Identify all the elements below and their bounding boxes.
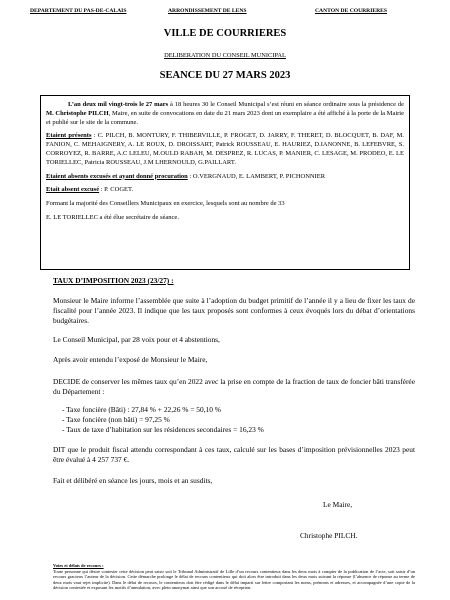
paragraph-decide: DECIDE de conserver les mêmes taux qu’en 2022 avec la prise en compte de la fraction de taux de foncier bâti transférée du Département : — [53, 377, 415, 396]
president-name: M. Christophe PILCH — [46, 109, 109, 117]
paragraph-product: DIT que le produit fiscal attendu correspondant à ces taux, calculé sur les bases d’imposition prévisionnelles 2023 peut être évalué à 4 257 737 €. — [53, 445, 415, 464]
absent-paragraph — [46, 186, 404, 195]
session-date: SEANCE DU 27 MARS 2023 — [159, 70, 291, 81]
rate-list — [62, 405, 402, 435]
paragraph-expose: Après avoir entendu l’exposé de Monsieur le Maire, — [53, 355, 208, 364]
document-subtitle: DELIBERATION DU CONSEIL MUNICIPAL — [164, 52, 286, 59]
intro-text-1: à 18 heures 30 le Conseil Municipal s’est réuni en séance ordinaire sous la présidence de — [168, 101, 405, 108]
present-list: : C. PILCH, B. MONTURY, F. THIBERVILLE, P. FROGET, D. JARRY, F. THERET, D. BLOCQUET, B. DAF, M. FANION, C. MEHAIGNERY, A. LE ROUX, D. DROISSART, Patrick ROUSSEAU, E. HAURIEZ, D.IANONNE, B. LEFEBVRE, S. CORROYEZ, R. BARRE, A.C LELEU, M.OULD RABAH, M. DESPREZ, R. LUCAS, P. MANIER, C. LESAGE, M. PRODEO, E. LE TORIELLEC, Patricia ROUSSEAU, J.M LHERNOULD, G.PAILLART. — [46, 132, 404, 166]
rate-item-non-bati: - Taxe foncière (non bâti) = 97,25 % — [62, 415, 170, 424]
rate-item-habitation: - Taux de taxe d’habitation sur les résidences secondaires = 16,23 % — [62, 425, 264, 434]
attendance-box — [40, 95, 410, 270]
rate-item-bati: - Taxe foncière (Bâti) : 27,84 % + 22,26 % = 50,10 % — [62, 405, 221, 414]
majority-text: Formant la majorité des Conseillers Municipaux en exercice, lesquels sont au nombre de 33 — [46, 200, 285, 208]
section-title: TAUX D’IMPOSITION 2023 (23/27) : — [53, 276, 174, 285]
signature-name: Christophe PILCH. — [300, 531, 358, 540]
intro-lead: L’an deux mil vingt-trois le 27 mars — [68, 101, 169, 108]
proxy-list: : O.VERGNAUD, E. LAMBERT, P. PICHONNIER — [187, 172, 326, 180]
appeal-heading: Voies et délais de recours : — [53, 563, 104, 568]
document-title: VILLE DE COURRIERES — [163, 28, 287, 39]
appeal-notice — [53, 563, 415, 591]
appeal-text: Toute personne qui désire contester cette décision peut saisir soit le Tribunal Administratif de Lille d’un recours contentieux dans les deux mois à compter de la publication de l’acte, soit saisir d’un recours gracieux l’auteur de la décision. Cette démarche prolonge le délai de recours contentieux qui doit alors être introduit dans les deux mois suivant la réponse (l’absence de réponse au terme de deux mois vaut rejet implicite). Dans le délai de recours, le contentieux doit être rédigé dans le délai imparti sur lettre comportant les noms, prénoms et adresses, et accompagnée d’une copie de la décision contestée et exposant les motifs d’annulation, avec plein anonymat ainsi que son accusé de réception. — [53, 568, 415, 591]
proxy-label: Etaient absents excusés et ayant donné procuration — [46, 172, 188, 180]
paragraph-vote: Le Conseil Municipal, par 28 voix pour et 4 abstentions, — [53, 335, 220, 344]
proxy-paragraph — [46, 173, 404, 182]
header-department: DEPARTEMENT DU PAS-DE-CALAIS — [30, 8, 127, 14]
absent-label: Etait absent excusé — [46, 186, 100, 194]
present-paragraph — [46, 132, 404, 167]
header-arrondissement: ARRONDISSEMENT DE LENS — [168, 8, 247, 14]
absent-list: : P. COGET. — [99, 186, 134, 194]
paragraph-closing: Fait et délibéré en séance les jours, mois et an susdits, — [53, 476, 213, 485]
intro-text-2: , Maire, en suite de convocations en date du 21 mars 2023 dont un exemplaire a été affiché à la porte de la Mairie et publié sur le site de la commune. — [46, 109, 404, 126]
paragraph-inform: Monsieur le Maire informe l’assemblée que suite à l’adoption du budget primitif de l’année il y a lieu de fixer les taux de fiscalité pour l’année 2023. Il indique que les taux proposés sont conformes à ceux évoqués lors du débat d’orientations budgétaires. — [53, 296, 415, 325]
intro-paragraph — [46, 101, 404, 127]
signature-role: Le Maire, — [323, 500, 353, 509]
present-label: Etaient présents — [46, 132, 92, 140]
secretary-text: E. LE TORIELLEC a été élue secrétaire de séance. — [46, 213, 179, 221]
header-canton: CANTON DE COURRIERES — [315, 8, 388, 14]
